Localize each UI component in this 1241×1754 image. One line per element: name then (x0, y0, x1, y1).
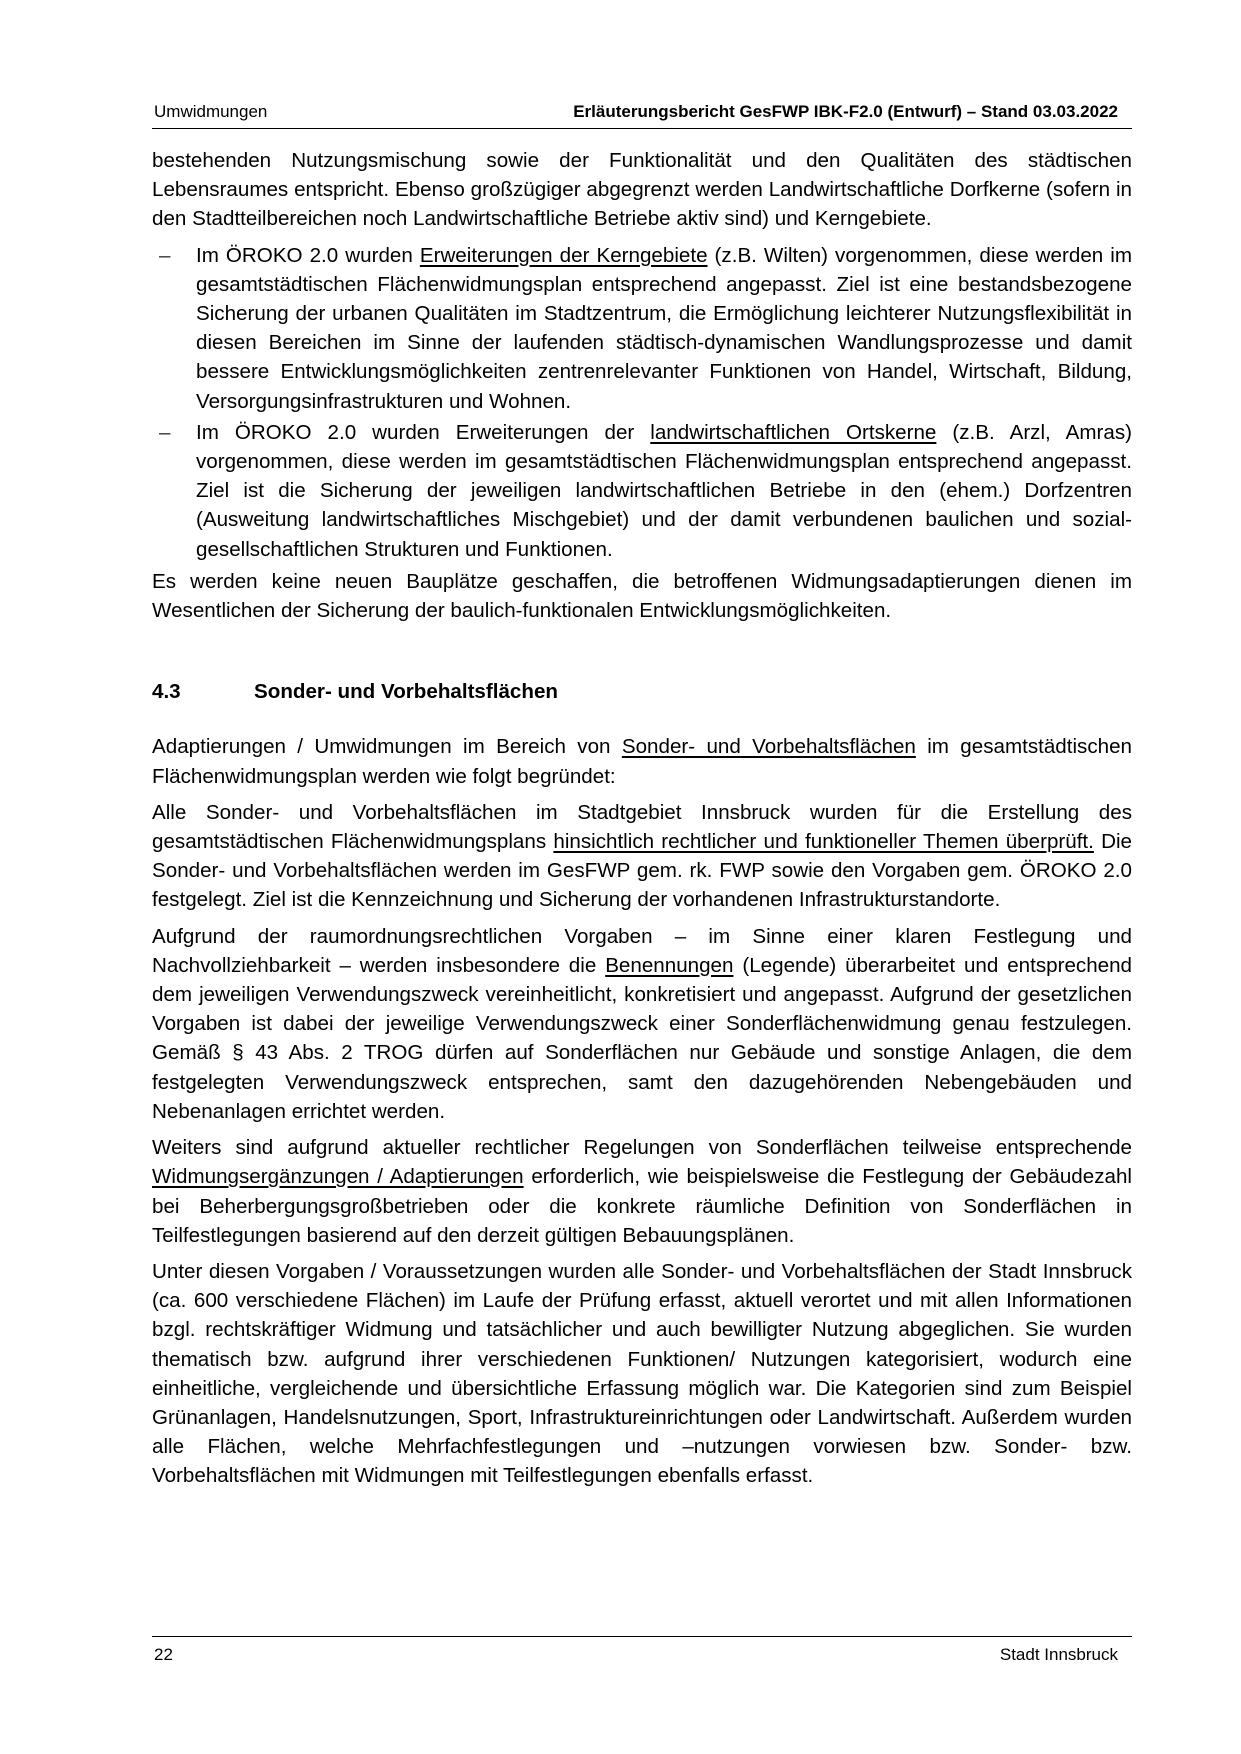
page-footer (152, 1636, 1132, 1664)
list-item: – Im ÖROKO 2.0 wurden Erweiterungen der Kerngebiete (z.B. Wilten) vorgenommen, diese werden im gesamtstädtischen Flächenwidmungsplan entsprechend angepasst. Ziel ist eine bestandsbezogene Sicherung der urbanen Qualitäten im Stadtzentrum, die Ermöglichung leichterer Nutzungsflexibilität in diesen Bereichen im Sinne der laufenden städtisch-dynamischen Wandlungsprozesse und damit bessere Entwicklungsmöglichkeiten zentrenrelevanter Funktionen von Handel, Wirtschaft, Bildung, Versorgungsinfrastrukturen und Wohnen. (152, 241, 1132, 416)
underlined-term: Erweiterungen der Kerngebiete (419, 243, 708, 267)
closing-paragraph: Es werden keine neuen Bauplätze geschaffen, die betroffenen Widmungsadaptierungen dienen im Wesentlichen der Sicherung der baulich-funktionalen Entwicklungsmöglichkeiten. (152, 569, 1132, 623)
section-paragraph: Adaptierungen / Umwidmungen im Bereich von Sonder- und Vorbehaltsflächen im gesamtstädtischen Flächenwidmungsplan werden wie folgt begründet: (152, 735, 1132, 788)
page-number: 22 (154, 1645, 173, 1664)
intro-paragraph: bestehenden Nutzungsmischung sowie der Funktionalität und den Qualitäten des städtischen Lebensraumes entspricht. Ebenso großzügiger abgegrenzt werden Landwirtschaftliche Dorfkerne (sofern in den Stadtteilbereichen noch Landwirtschaftliche Betriebe aktiv sind) und Kerngebiete. (152, 149, 1132, 231)
dash-bullet-icon: – (159, 243, 171, 267)
section-paragraph: Weiters sind aufgrund aktueller rechtlicher Regelungen von Sonderflächen teilweise entsprechende Widmungsergänzungen / Adaptierungen erforderlich, wie beispielsweise die Festlegung der Gebäudezahl bei Beherbergungsgroßbetrieben oder die konkrete räumliche Definition von Sonderflächen in Teilfestlegungen basierend auf den derzeit gültigen Bebauungsplänen. (152, 1136, 1132, 1247)
dash-bullet-icon: – (159, 420, 171, 444)
section-number: 4.3 (152, 680, 181, 704)
underlined-term: hinsichtlich rechtlicher und funktioneller Themen überprüft. (553, 830, 1094, 854)
underlined-term: Benennungen (605, 953, 734, 977)
header-section-label: Umwidmungen (154, 102, 268, 121)
header-document-title: Erläuterungsbericht GesFWP IBK-F2.0 (Entwurf) – Stand 03.03.2022 (573, 102, 1118, 121)
list-item: – Im ÖROKO 2.0 wurden Erweiterungen der landwirtschaftlichen Ortskerne (z.B. Arzl, Amras) vorgenommen, diese werden im gesamtstädtischen Flächenwidmungsplan entsprechend angepasst. Ziel ist die Sicherung der jeweiligen landwirtschaftlichen Betriebe in den (ehem.) Dorfzentren (Ausweitung landwirtschaftliches Mischgebiet) und der damit verbundenen baulichen und sozial-gesellschaftlichen Strukturen und Funktionen. (152, 418, 1132, 564)
underlined-term: landwirtschaftlichen Ortskerne (650, 420, 937, 444)
footer-publisher: Stadt Innsbruck (999, 1645, 1118, 1664)
section-paragraph: Aufgrund der raumordnungsrechtlichen Vorgaben – im Sinne einer klaren Festlegung und Nachvollziehbarkeit – werden insbesondere die Benennungen (Legende) überarbeitet und entsprechend dem jeweiligen Verwendungszweck vereinheitlicht, konkretisiert und angepasst. Aufgrund der gesetzlichen Vorgaben ist dabei der jeweilige Verwendungszweck einer Sonderflächenwidmung genau festzulegen. Gemäß § 43 Abs. 2 TROG dürfen auf Sonderflächen nur Gebäude und sonstige Anlagen, die dem festgelegten Verwendungszweck entsprechen, samt den dazugehörenden Nebengebäuden und Nebenanlagen errichtet werden. (152, 924, 1133, 1123)
underlined-term: Widmungsergänzungen / Adaptierungen (152, 1165, 524, 1189)
section-title: Sonder- und Vorbehaltsflächen (254, 680, 558, 704)
section-paragraph: Unter diesen Vorgaben / Voraussetzungen wurden alle Sonder- und Vorbehaltsflächen der Stadt Innsbruck (ca. 600 verschiedene Flächen) im Laufe der Prüfung erfasst, aktuell verortet und mit allen Informationen bzgl. rechtskräftiger Widmung und tatsächlicher und auch bewilligter Nutzung abgeglichen. Sie wurden thematisch bzw. aufgrund ihrer verschiedenen Funktionen/ Nutzungen kategorisiert, wodurch eine einheitliche, vergleichende und übersichtliche Erfassung möglich war. Die Kategorien sind zum Beispiel Grünanlagen, Handelsnutzungen, Sport, Infrastruktureinrichtungen oder Landwirtschaft. Außerdem wurden alle Flächen, welche Mehrfachfestlegungen und –nutzungen vorwiesen bzw. Sonder- bzw. Vorbehaltsflächen mit Widmungen mit Teilfestlegungen ebenfalls erfasst. (152, 1259, 1132, 1488)
dash-list (152, 241, 1132, 564)
page-body (152, 146, 1132, 1498)
underlined-term: Sonder- und Vorbehaltsflächen (621, 735, 916, 759)
section-heading (152, 677, 1132, 706)
section-paragraph: Alle Sonder- und Vorbehaltsflächen im Stadtgebiet Innsbruck wurden für die Erstellung des gesamtstädtischen Flächenwidmungsplans hinsichtlich rechtlicher und funktioneller Themen überprüft. Die Sonder- und Vorbehaltsflächen werden im GesFWP gem. rk. FWP sowie den Vorgaben gem. ÖROKO 2.0 festgelegt. Ziel ist die Kennzeichnung und Sicherung der vorhandenen Infrastrukturstandorte. (152, 800, 1132, 912)
page-header (152, 100, 1132, 129)
